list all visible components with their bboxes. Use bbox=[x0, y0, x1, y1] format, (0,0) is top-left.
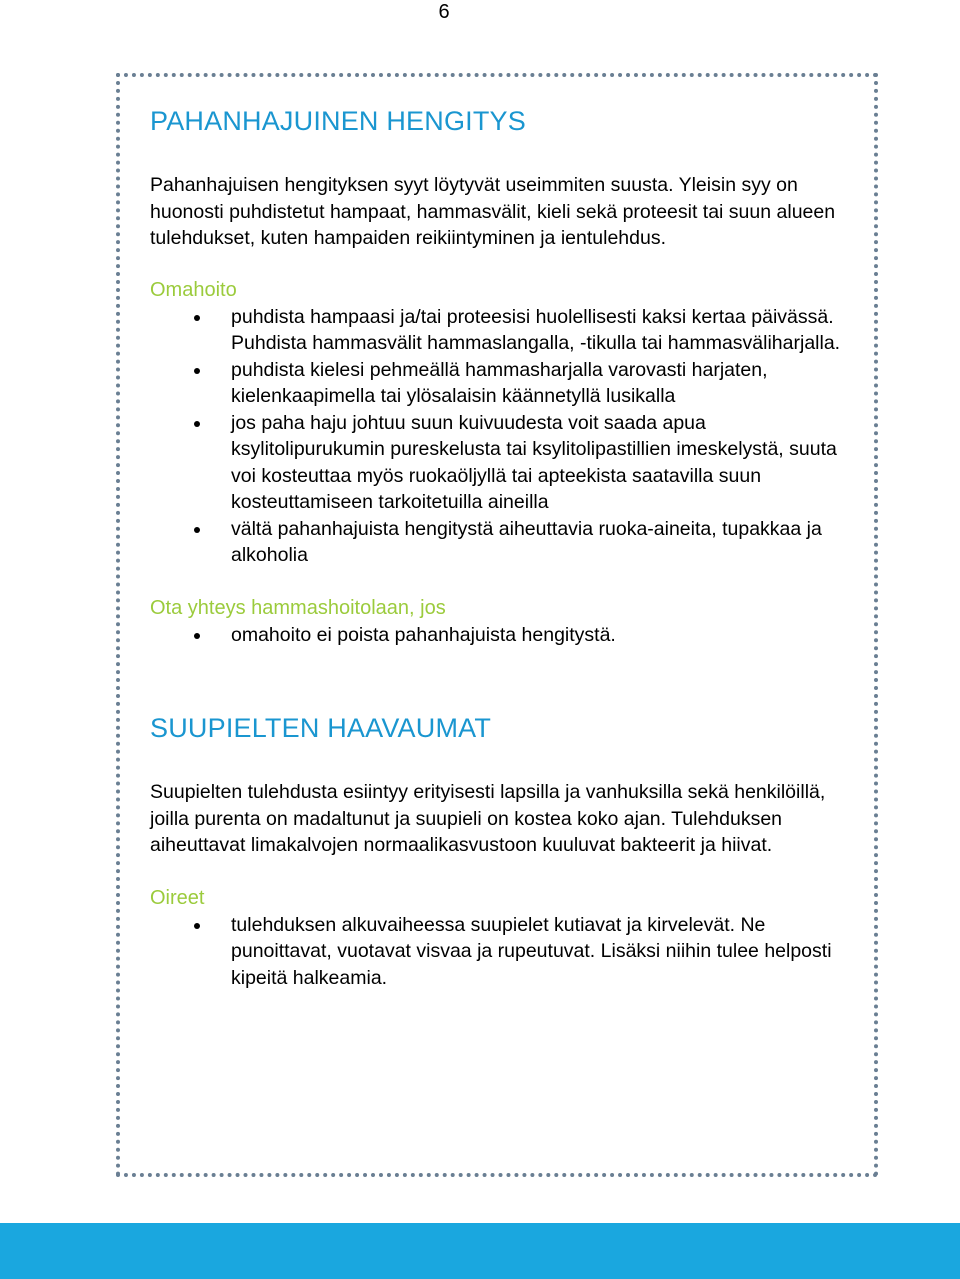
contact-list bbox=[150, 622, 850, 649]
footer-bar bbox=[0, 1223, 960, 1279]
bullet-icon bbox=[194, 527, 200, 533]
mouth-corner-intro: Suupielten tulehdusta esiintyy erityisesti lapsilla ja vanhuksilla sekä henkilöillä, joilla purenta on madaltunut ja suupieli on kostea koko ajan. Tulehduksen aiheuttavat limakalvojen normaalikasvustoon kuuluvat bakteerit ja hiivat. bbox=[150, 781, 826, 856]
symptoms-title: Oireet bbox=[150, 886, 205, 909]
content bbox=[150, 104, 850, 991]
bullet-icon bbox=[194, 633, 200, 639]
list-item: puhdista hampaasi ja/tai proteesisi huolellisesti kaksi kertaa päivässä. Puhdista hammasvälit hammaslangalla, -tikulla tai hammasväliharjalla. bbox=[150, 304, 850, 357]
section-title-bad-breath: PAHANHAJUINEN HENGITYS bbox=[150, 106, 526, 136]
bullet-icon bbox=[194, 315, 200, 321]
list-item: jos paha haju johtuu suun kuivuudesta voit saada apua ksylitolipurukumin pureskelusta tai ksylitolipastillien imeskelystä, suuta voi kosteuttaa myös ruokaöljyllä tai apteekista saatavilla suun kosteuttamiseen tarkoitetuilla aineilla bbox=[150, 410, 850, 516]
list-item: omahoito ei poista pahanhajuista hengitystä. bbox=[150, 622, 850, 649]
selfcare-list bbox=[150, 304, 850, 569]
section-title-mouth-corner-sores: SUUPIELTEN HAAVAUMAT bbox=[150, 713, 492, 743]
list-item: tulehduksen alkuvaiheessa suupielet kutiavat ja kirvelevät. Ne punoittavat, vuotavat visvaa ja rupeutuvat. Lisäksi niihin tulee helposti kipeitä halkeamia. bbox=[150, 912, 850, 992]
bullet-icon bbox=[194, 923, 200, 929]
contact-title: Ota yhteys hammashoitolaan, jos bbox=[150, 596, 446, 619]
list-item: puhdista kielesi pehmeällä hammasharjalla varovasti harjaten, kielenkaapimella tai ylösalaisin käännetyllä lusikalla bbox=[150, 357, 850, 410]
bullet-icon bbox=[194, 368, 200, 374]
list-item: vältä pahanhajuista hengitystä aiheuttavia ruoka-aineita, tupakkaa ja alkoholia bbox=[150, 516, 850, 569]
symptoms-list bbox=[150, 912, 850, 992]
selfcare-title: Omahoito bbox=[150, 278, 237, 301]
bullet-icon bbox=[194, 421, 200, 427]
bad-breath-intro: Pahanhajuisen hengityksen syyt löytyvät useimmiten suusta. Yleisin syy on huonosti puhdistetut hampaat, hammasvälit, kieli sekä proteesit tai suun alueen tulehdukset, kuten hampaiden reikiintyminen ja ientulehdus. bbox=[150, 174, 836, 249]
page-number: 6 bbox=[438, 1, 450, 23]
